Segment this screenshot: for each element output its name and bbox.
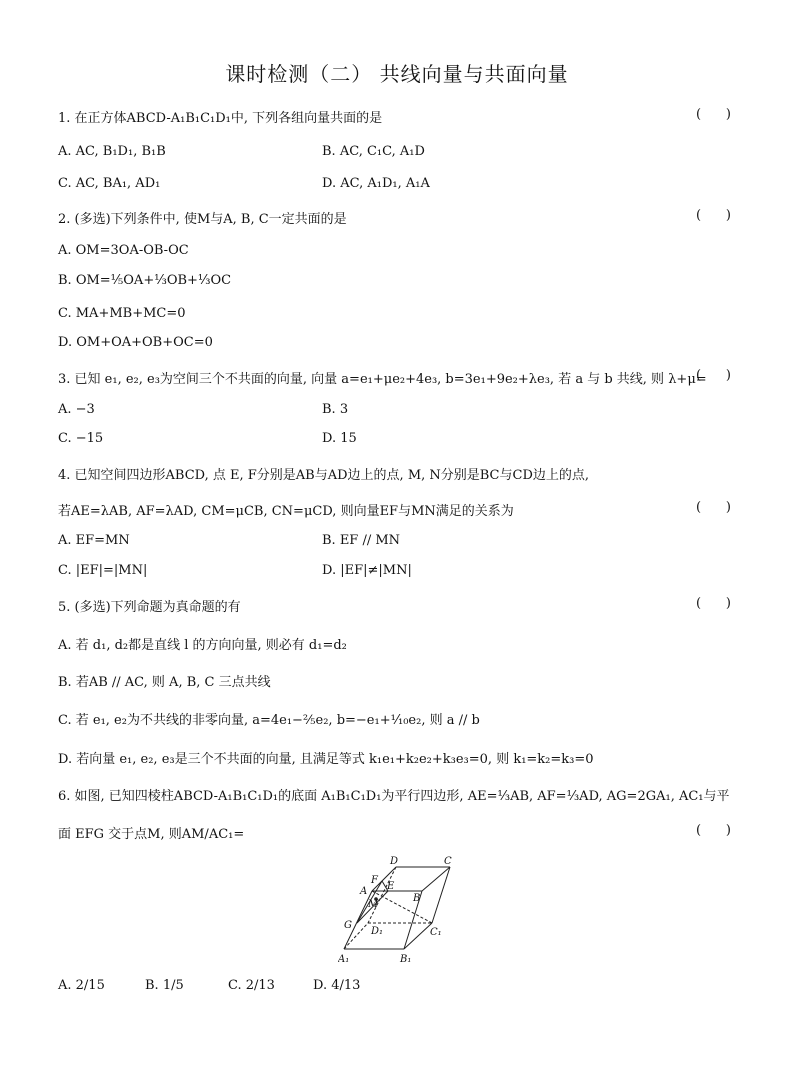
question-2-stem: 2. (多选)下列条件中, 使M与A, B, C一定共面的是 <box>58 212 347 227</box>
q4-option-c: C. |EF|=|MN| <box>58 563 148 578</box>
question-4-stem-line2: 若AE=λAB, AF=λAD, CM=μCB, CN=μCD, 则向量EF与MN满足的关系为 <box>58 504 514 519</box>
q1-option-c: C. AC, BA₁, AD₁ <box>58 176 161 191</box>
label-c1: C₁ <box>430 927 442 938</box>
question-1-stem: 1. 在正方体ABCD-A₁B₁C₁D₁中, 下列各组向量共面的是 <box>58 111 383 126</box>
q3-option-c: C. −15 <box>58 431 104 446</box>
q1-option-d: D. AC, A₁D₁, A₁A <box>322 176 430 191</box>
q5-option-d: D. 若向量 e₁, e₂, e₃是三个不共面的向量, 且满足等式 k₁e₁+k₂e₂+k₃e₃=0, 则 k₁=k₂=k₃=0 <box>58 752 594 767</box>
q4-option-d: D. |EF|≠|MN| <box>322 563 412 578</box>
q4-option-a: A. EF=MN <box>58 533 130 548</box>
question-5-stem: 5. (多选)下列命题为真命题的有 <box>58 600 241 615</box>
q3-option-a: A. −3 <box>58 402 95 417</box>
q5-option-a: A. 若 d₁, d₂都是直线 l 的方向向量, 则必有 d₁=d₂ <box>58 638 347 653</box>
q6-option-b: B. 1/5 <box>145 978 184 993</box>
q5-option-b: B. 若AB // AC, 则 A, B, C 三点共线 <box>58 675 271 690</box>
question-4-stem-line1: 4. 已知空间四边形ABCD, 点 E, F分别是AB与AD边上的点, M, N分别是BC与CD边上的点, <box>58 468 590 483</box>
page-title: 课时检测（二） 共线向量与共面向量 <box>225 62 569 86</box>
label-b: B <box>413 893 421 904</box>
label-e: E <box>387 881 395 892</box>
q6-option-a: A. 2/15 <box>58 978 105 993</box>
answer-blank-3: ( ) <box>696 368 731 383</box>
q4-option-b: B. EF // MN <box>322 533 401 548</box>
label-d: D <box>390 856 399 867</box>
prism-figure <box>338 855 458 967</box>
label-m: M <box>368 899 379 910</box>
question-6-stem-line2: 面 EFG 交于点M, 则AM/AC₁= <box>58 827 245 842</box>
label-d1: D₁ <box>371 926 384 937</box>
label-g: G <box>344 920 352 931</box>
q3-option-b: B. 3 <box>322 402 349 417</box>
answer-blank-1: ( ) <box>696 107 731 122</box>
answer-blank-6: ( ) <box>696 823 731 838</box>
q1-option-b: B. AC, C₁C, A₁D <box>322 144 425 159</box>
label-c: C <box>444 856 452 867</box>
edge-cc1 <box>432 867 450 923</box>
answer-blank-4: ( ) <box>696 500 731 515</box>
q2-option-a: A. OM=3OA-OB-OC <box>58 243 189 258</box>
label-f: F <box>371 875 378 886</box>
label-b1: B₁ <box>400 954 412 965</box>
answer-blank-2: ( ) <box>696 208 731 223</box>
label-a: A <box>360 886 368 897</box>
q6-option-d: D. 4/13 <box>313 978 361 993</box>
q3-option-d: D. 15 <box>322 431 357 446</box>
diagonal-ac1-hidden <box>372 891 432 923</box>
label-a1: A₁ <box>338 954 350 965</box>
answer-blank-5: ( ) <box>696 596 731 611</box>
q1-option-a: A. AC, B₁D₁, B₁B <box>58 144 166 159</box>
q5-option-c: C. 若 e₁, e₂为不共线的非零向量, a=4e₁−⅖e₂, b=−e₁+¹⁄₁₀e₂, 则 a // b <box>58 713 480 728</box>
question-6-stem-line1: 6. 如图, 已知四棱柱ABCD-A₁B₁C₁D₁的底面 A₁B₁C₁D₁为平行四边形, AE=⅓AB, AF=⅓AD, AG=2GA₁, AC₁与平 <box>58 789 730 804</box>
question-3-stem: 3. 已知 e₁, e₂, e₃为空间三个不共面的向量, 向量 a=e₁+μe₂+4e₃, b=3e₁+9e₂+λe₃, 若 a 与 b 共线, 则 λ+μ= <box>58 372 707 387</box>
q6-option-c: C. 2/13 <box>228 978 275 993</box>
q2-option-c: C. MA+MB+MC=0 <box>58 306 186 321</box>
q2-option-d: D. OM+OA+OB+OC=0 <box>58 335 213 350</box>
q2-option-b: B. OM=⅕OA+⅓OB+⅓OC <box>58 273 232 288</box>
